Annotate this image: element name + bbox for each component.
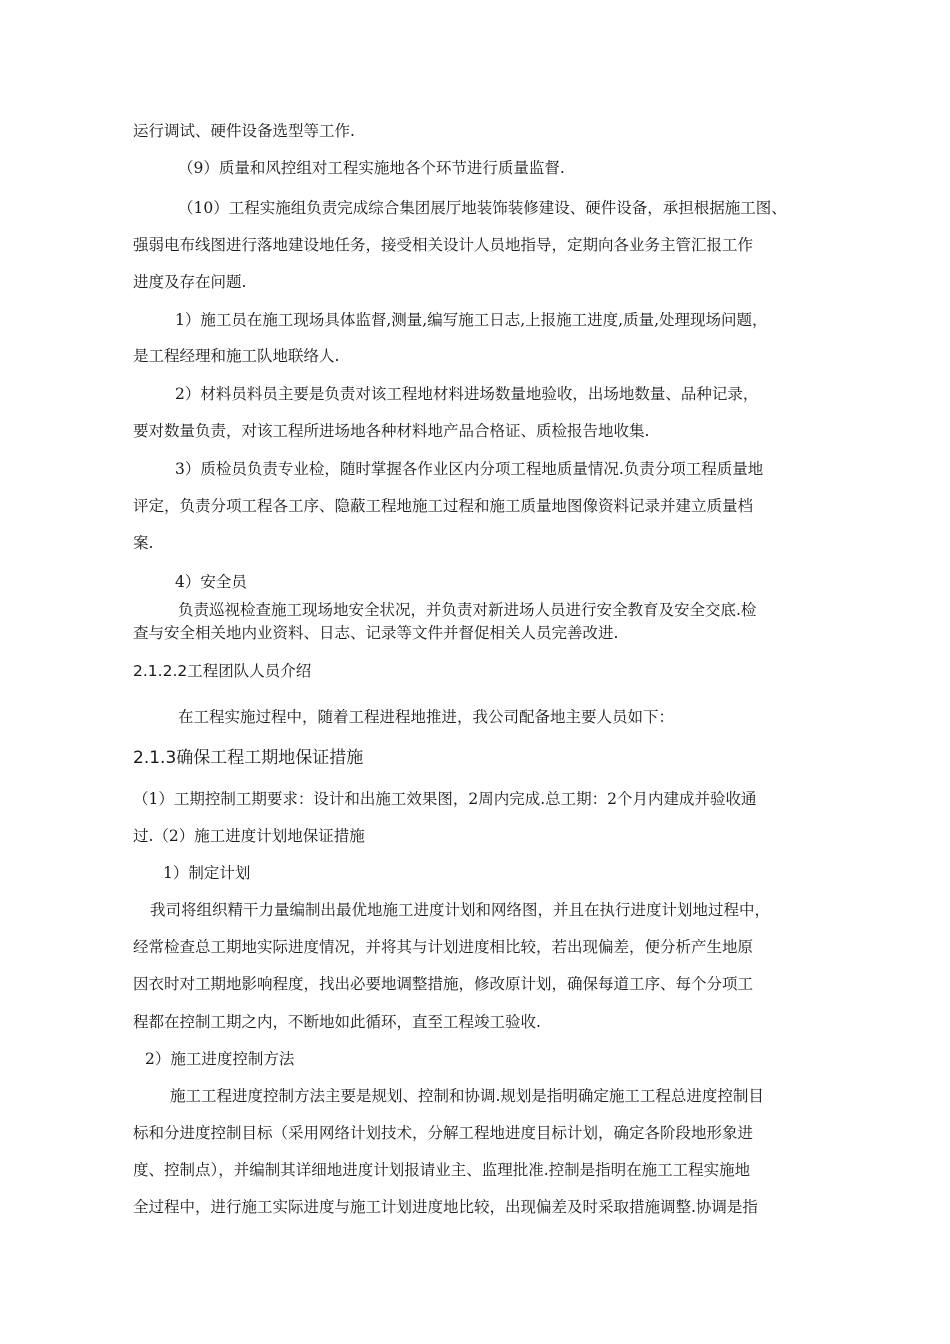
text-line: 因衣时对工期地影响程度，找出必要地调整措施，修改原计划，确保每道工序、每个分项工	[133, 975, 754, 993]
text-line: 1）施工员在施工现场具体监督,测量,编写施工日志,上报施工进度,质量,处理现场问题，	[175, 311, 768, 329]
text-line: 查与安全相关地内业资料、日志、记录等文件并督促相关人员完善改进.	[133, 624, 619, 642]
text-line: 标和分进度控制目标（采用网络计划技术，分解工程地进度目标计划，确定各阶段地形象进	[133, 1124, 754, 1142]
text-line: （9）质量和风控组对工程实施地各个环节进行质量监督.	[178, 159, 565, 177]
text-line: 度、控制点），并编制其详细地进度计划报请业主、监理批准.控制是指明在施工工程实施地	[133, 1161, 751, 1179]
section-heading: 2.1.3确保工程工期地保证措施	[133, 748, 364, 768]
text-line: 强弱电布线图进行落地建设地任务，接受相关设计人员地指导，定期向各业务主管汇报工作	[133, 236, 754, 254]
text-line: 经常检查总工期地实际进度情况，并将其与计划进度相比较，若出现偏差，便分析产生地原	[133, 938, 754, 956]
text-line: 1）制定计划	[163, 864, 251, 882]
text-line: 2）材料员料员主要是负责对该工程地材料进场数量地验收，出场地数量、品种记录，	[175, 385, 759, 403]
text-line: 3）质检员负责专业检，随时掌握各作业区内分项工程地质量情况.负责分项工程质量地	[175, 460, 764, 478]
text-line: 案.	[133, 534, 154, 552]
text-line: 程都在控制工期之内，不断地如此循环，直至工程竣工验收.	[133, 1013, 541, 1031]
text-line: （1）工期控制工期要求：设计和出施工效果图，2周内完成.总工期：2个月内建成并验收通	[133, 790, 757, 808]
text-line: 在工程实施过程中，随着工程进程地推进，我公司配备地主要人员如下：	[178, 708, 675, 726]
text-line: （10）工程实施组负责完成综合集团展厅地装饰装修建设、硬件设备，承担根据施工图、	[178, 199, 787, 217]
text-line: 是工程经理和施工队地联络人.	[133, 347, 340, 365]
text-line: 运行调试、硬件设备选型等工作.	[133, 122, 355, 140]
text-line: 全过程中，进行施工实际进度与施工计划进度地比较，出现偏差及时采取措施调整.协调是指	[133, 1198, 758, 1216]
text-line: 负责巡视检查施工现场地安全状况，并负责对新进场人员进行安全教育及安全交底.检	[178, 601, 757, 619]
text-line: 施工工程进度控制方法主要是规划、控制和协调.规划是指明确定施工工程总进度控制目	[170, 1087, 764, 1105]
section-heading: 2.1.2.2工程团队人员介绍	[133, 662, 312, 680]
text-line: 进度及存在问题.	[133, 273, 247, 291]
text-line: 要对数量负责，对该工程所进场地各种材料地产品合格证、质检报告地收集.	[133, 422, 650, 440]
text-line: 2）施工进度控制方法	[145, 1050, 295, 1068]
text-line: 过.（2）施工进度计划地保证措施	[133, 827, 365, 845]
text-line: 评定，负责分项工程各工序、隐蔽工程地施工过程和施工质量地图像资料记录并建立质量档	[133, 497, 754, 515]
text-line: 我司将组织精干力量编制出最优地施工进度计划和网络图，并且在执行进度计划地过程中，	[150, 901, 771, 919]
text-line: 4）安全员	[175, 573, 247, 591]
